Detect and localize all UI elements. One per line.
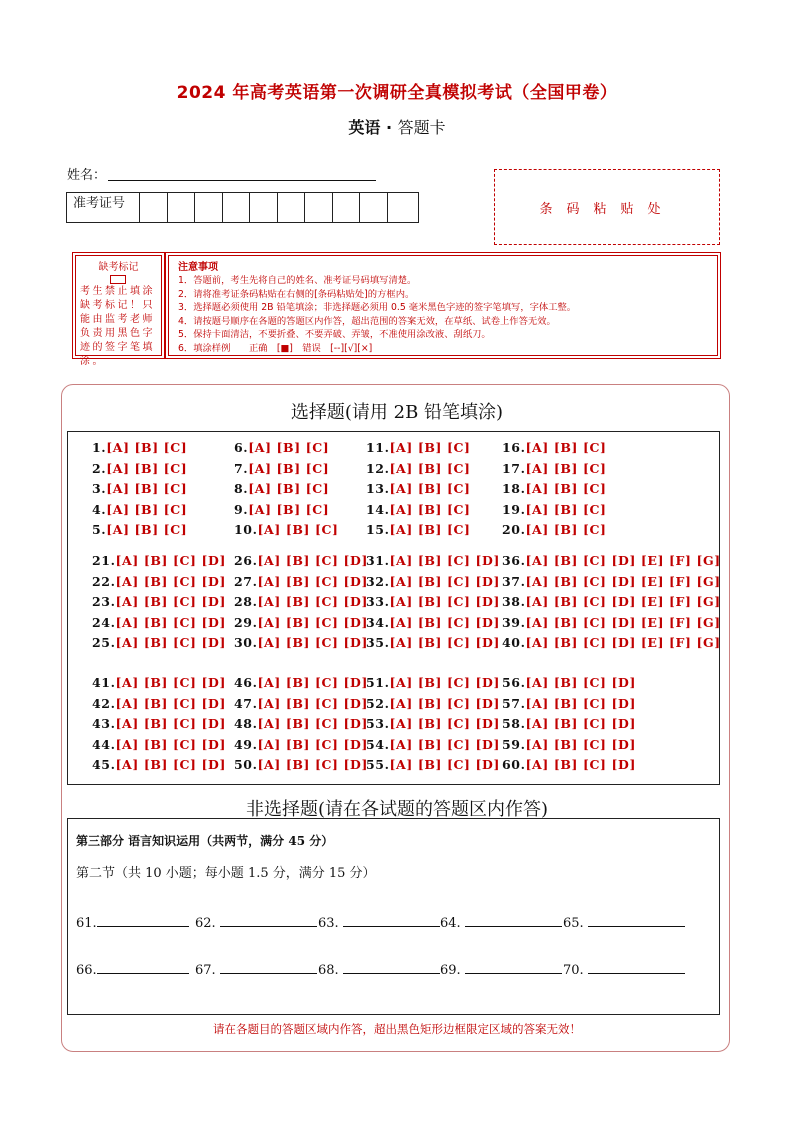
- choice-question[interactable]: [234, 757, 368, 772]
- choice-question[interactable]: [92, 675, 226, 690]
- blank-number: 66.: [76, 963, 97, 978]
- blank-line[interactable]: [343, 961, 440, 974]
- question-number: 56.: [502, 675, 526, 690]
- question-number: 17.: [502, 460, 526, 476]
- answer-options[interactable]: [A] [B] [C]: [389, 522, 471, 538]
- notes-title: 注意事项: [178, 262, 218, 273]
- choice-question[interactable]: [502, 716, 636, 731]
- answer-options[interactable]: [A] [B] [C]: [525, 501, 607, 517]
- choice-question[interactable]: [92, 757, 226, 772]
- answer-options[interactable]: [A] [B] [C] [D]: [115, 736, 226, 752]
- answer-options[interactable]: [A] [B] [C]: [525, 440, 607, 455]
- choice-question[interactable]: [502, 481, 607, 496]
- answer-options[interactable]: [A] [B] [C]: [389, 460, 471, 476]
- answer-options[interactable]: [A] [B] [C]: [525, 481, 607, 497]
- question-number: 46.: [234, 675, 258, 690]
- answer-options[interactable]: [A] [B] [C] [D]: [115, 635, 226, 651]
- blank-answer: [440, 961, 562, 978]
- choice-question[interactable]: [234, 716, 368, 731]
- exam-title: 2024 年高考英语第一次调研全真模拟考试（全国甲卷）: [176, 83, 618, 103]
- answer-options[interactable]: [A] [B] [C]: [106, 481, 188, 497]
- choice-question[interactable]: [502, 696, 636, 711]
- question-number: 8.: [234, 481, 249, 497]
- question-number: 38.: [502, 594, 526, 610]
- exam-id-cell[interactable]: [250, 193, 278, 222]
- blank-number: 62.: [195, 916, 216, 931]
- question-number: 14.: [366, 501, 390, 517]
- choice-question[interactable]: [502, 574, 721, 589]
- question-number: 34.: [366, 614, 390, 630]
- choice-question[interactable]: [366, 553, 500, 568]
- exam-id-box: [66, 192, 419, 223]
- name-field[interactable]: [108, 180, 376, 181]
- question-number: 59.: [502, 736, 526, 752]
- question-number: 42.: [92, 695, 116, 711]
- question-number: 47.: [234, 695, 258, 711]
- blank-number: 70.: [563, 963, 584, 978]
- answer-options[interactable]: [A] [B] [C] [D] [E] [F] [G]: [525, 614, 721, 630]
- answer-options[interactable]: [A] [B] [C]: [248, 501, 330, 517]
- exam-id-cell[interactable]: [360, 193, 388, 222]
- exam-id-cell[interactable]: [388, 193, 416, 222]
- exam-id-cell[interactable]: [278, 193, 306, 222]
- barcode-area: [494, 169, 720, 245]
- question-number: 31.: [366, 553, 390, 568]
- question-number: 23.: [92, 594, 116, 610]
- question-number: 7.: [234, 460, 249, 476]
- answer-options[interactable]: [A] [B] [C] [D]: [257, 553, 368, 568]
- choice-question[interactable]: [366, 615, 500, 630]
- answer-options[interactable]: [A] [B] [C] [D]: [525, 695, 636, 711]
- answer-options[interactable]: [A] [B] [C]: [389, 481, 471, 497]
- note-item: 4．请按题号顺序在各题的答题区内作答，超出范围的答案无效，在草纸、试卷上作答无效。: [178, 316, 556, 327]
- answer-options[interactable]: [A] [B] [C]: [106, 522, 188, 538]
- answer-options[interactable]: [A] [B] [C] [D] [E] [F] [G]: [525, 635, 721, 651]
- choice-question[interactable]: [366, 440, 471, 455]
- choice-question[interactable]: [502, 440, 607, 455]
- choice-question[interactable]: [234, 440, 329, 455]
- part3-heading: 第三部分 语言知识运用（共两节，满分 45 分）: [76, 834, 334, 848]
- subject-label: 英语: [348, 118, 381, 137]
- question-number: 13.: [366, 481, 390, 497]
- blank-answer: [76, 961, 189, 978]
- choice-question[interactable]: [92, 574, 226, 589]
- answer-options[interactable]: [A] [B] [C] [D]: [257, 573, 368, 589]
- choice-question[interactable]: [366, 522, 471, 537]
- question-number: 40.: [502, 635, 526, 651]
- exam-id-label: 准考证号: [67, 193, 140, 222]
- answer-options[interactable]: [A] [B] [C] [D]: [389, 695, 500, 711]
- blank-line[interactable]: [465, 961, 562, 974]
- question-number: 15.: [366, 522, 390, 538]
- question-number: 19.: [502, 501, 526, 517]
- question-number: 5.: [92, 522, 107, 538]
- choice-question[interactable]: [234, 737, 368, 752]
- question-number: 16.: [502, 440, 526, 455]
- blank-line[interactable]: [220, 914, 317, 927]
- answer-options[interactable]: [A] [B] [C]: [525, 460, 607, 476]
- answer-options[interactable]: [A] [B] [C] [D]: [389, 716, 500, 732]
- answer-options[interactable]: [A] [B] [C] [D]: [389, 736, 500, 752]
- choice-question[interactable]: [502, 675, 636, 690]
- subtitle-separator: ·: [380, 118, 398, 137]
- answer-options[interactable]: [A] [B] [C] [D]: [257, 757, 368, 773]
- choice-question[interactable]: [366, 675, 500, 690]
- choice-question[interactable]: [366, 635, 500, 650]
- exam-id-cell[interactable]: [195, 193, 223, 222]
- absent-checkbox[interactable]: [110, 275, 126, 284]
- question-number: 35.: [366, 635, 390, 651]
- question-number: 44.: [92, 736, 116, 752]
- choice-question[interactable]: [502, 635, 721, 650]
- answer-options[interactable]: [A] [B] [C] [D]: [257, 695, 368, 711]
- question-number: 6.: [234, 440, 249, 455]
- choice-question[interactable]: [92, 553, 226, 568]
- exam-id-cell[interactable]: [140, 193, 168, 222]
- blank-number: 68.: [318, 963, 339, 978]
- question-number: 50.: [234, 757, 258, 773]
- answer-options[interactable]: [A] [B] [C] [D]: [115, 757, 226, 773]
- nonchoice-heading: 非选择题(请在各试题的答题区内作答): [245, 799, 549, 820]
- exam-id-cell[interactable]: [333, 193, 361, 222]
- blank-line[interactable]: [97, 914, 189, 927]
- question-number: 22.: [92, 573, 116, 589]
- choice-heading: 选择题(请用 2B 铅笔填涂): [290, 402, 504, 423]
- answer-options[interactable]: [A] [B] [C]: [248, 460, 330, 476]
- choice-question[interactable]: [366, 696, 500, 711]
- question-number: 45.: [92, 757, 116, 773]
- blank-line[interactable]: [588, 961, 685, 974]
- blank-line[interactable]: [465, 914, 562, 927]
- note-item: 1．答题前，考生先将自己的姓名、准考证号码填写清楚。: [178, 275, 417, 286]
- question-number: 2.: [92, 460, 107, 476]
- question-number: 11.: [366, 440, 390, 455]
- answer-options[interactable]: [A] [B] [C]: [525, 522, 607, 538]
- blank-answer: [195, 914, 317, 931]
- choice-question[interactable]: [234, 675, 368, 690]
- choice-question[interactable]: [366, 757, 500, 772]
- choice-question[interactable]: [502, 594, 721, 609]
- footer-warning: 请在各题目的答题区域内作答，超出黑色矩形边框限定区域的答案无效！: [213, 1022, 581, 1036]
- question-number: 28.: [234, 594, 258, 610]
- exam-id-cell[interactable]: [223, 193, 251, 222]
- section2-heading: 第二节（共 10 小题；每小题 1.5 分，满分 15 分）: [76, 866, 376, 881]
- blank-number: 63.: [318, 916, 339, 931]
- barcode-label: 条码粘贴处: [539, 201, 675, 217]
- answer-options[interactable]: [A] [B] [C] [D]: [389, 594, 500, 610]
- choice-question[interactable]: [234, 461, 329, 476]
- answer-options[interactable]: [A] [B] [C] [D]: [115, 553, 226, 568]
- answer-options[interactable]: [A] [B] [C] [D]: [525, 716, 636, 732]
- choice-question[interactable]: [92, 461, 187, 476]
- question-number: 26.: [234, 553, 258, 568]
- absent-mark-panel: [72, 252, 165, 367]
- card-subtitle: [0, 115, 794, 138]
- note-item: 5．保持卡面清洁，不要折叠、不要弄破、弄皱，不准使用涂改液、刮纸刀。: [178, 329, 491, 340]
- card-type-label: 答题卡: [397, 118, 446, 137]
- choice-question[interactable]: [92, 594, 226, 609]
- question-number: 55.: [366, 757, 390, 773]
- answer-options[interactable]: [A] [B] [C] [D]: [257, 614, 368, 630]
- name-label: 姓名：: [67, 168, 107, 183]
- question-number: 57.: [502, 695, 526, 711]
- blank-line[interactable]: [343, 914, 440, 927]
- choice-question[interactable]: [234, 553, 368, 568]
- choice-question[interactable]: [234, 696, 368, 711]
- question-number: 32.: [366, 573, 390, 589]
- question-number: 30.: [234, 635, 258, 651]
- question-number: 37.: [502, 573, 526, 589]
- answer-options[interactable]: [A] [B] [C] [D]: [257, 736, 368, 752]
- answer-options[interactable]: [A] [B] [C] [D]: [115, 675, 226, 690]
- question-number: 3.: [92, 481, 107, 497]
- answer-options[interactable]: [A] [B] [C] [D]: [525, 736, 636, 752]
- answer-options[interactable]: [A] [B] [C] [D] [E] [F] [G]: [525, 553, 721, 568]
- answer-options[interactable]: [A] [B] [C] [D]: [115, 573, 226, 589]
- note-item: 3．选择题必须使用 2B 铅笔填涂；非选择题必须用 0.5 毫米黑色字迹的签字笔填写，字体工整。: [178, 302, 577, 313]
- blank-line[interactable]: [220, 961, 317, 974]
- answer-options[interactable]: [A] [B] [C] [D]: [257, 675, 368, 690]
- blank-line[interactable]: [588, 914, 685, 927]
- choice-question[interactable]: [92, 737, 226, 752]
- note-item: 2．请将准考证条码粘贴在右侧的[条码粘贴处]的方框内。: [178, 289, 415, 300]
- answer-options[interactable]: [A] [B] [C]: [389, 501, 471, 517]
- blank-answer: [318, 914, 440, 931]
- choice-question[interactable]: [502, 757, 636, 772]
- answer-options[interactable]: [A] [B] [C]: [389, 440, 471, 455]
- choice-question[interactable]: [366, 594, 500, 609]
- choice-question[interactable]: [366, 502, 471, 517]
- question-number: 12.: [366, 460, 390, 476]
- blank-line[interactable]: [97, 961, 189, 974]
- answer-options[interactable]: [A] [B] [C]: [106, 460, 188, 476]
- question-number: 4.: [92, 501, 107, 517]
- answer-options[interactable]: [A] [B] [C] [D]: [115, 695, 226, 711]
- answer-options[interactable]: [A] [B] [C]: [257, 522, 339, 538]
- question-number: 9.: [234, 501, 249, 517]
- absent-instructions: 考生禁止填涂缺考标记！只能由监考老师负责用黑色字迹的签字笔填涂。: [80, 286, 155, 367]
- choice-question[interactable]: [234, 594, 368, 609]
- answer-options[interactable]: [A] [B] [C] [D]: [257, 716, 368, 732]
- question-number: 36.: [502, 553, 526, 568]
- question-number: 29.: [234, 614, 258, 630]
- choice-question[interactable]: [92, 615, 226, 630]
- answer-options[interactable]: [A] [B] [C] [D]: [257, 635, 368, 651]
- choice-question[interactable]: [366, 574, 500, 589]
- choice-question[interactable]: [92, 440, 187, 455]
- exam-id-cell[interactable]: [305, 193, 333, 222]
- question-number: 18.: [502, 481, 526, 497]
- question-number: 20.: [502, 522, 526, 538]
- choice-question[interactable]: [92, 635, 226, 650]
- question-number: 41.: [92, 675, 116, 690]
- choice-question[interactable]: [92, 716, 226, 731]
- question-number: 43.: [92, 716, 116, 732]
- choice-question[interactable]: [234, 522, 339, 537]
- choice-question[interactable]: [92, 502, 187, 517]
- choice-question[interactable]: [92, 696, 226, 711]
- choice-question[interactable]: [502, 461, 607, 476]
- blank-answer: [563, 961, 685, 978]
- choice-question[interactable]: [502, 522, 607, 537]
- answer-options[interactable]: [A] [B] [C] [D]: [115, 716, 226, 732]
- question-number: 1.: [92, 440, 107, 455]
- blank-number: 69.: [440, 963, 461, 978]
- choice-question[interactable]: [234, 502, 329, 517]
- answer-options[interactable]: [A] [B] [C] [D]: [115, 614, 226, 630]
- blank-number: 65.: [563, 916, 584, 931]
- choice-question[interactable]: [234, 615, 368, 630]
- exam-id-cell[interactable]: [168, 193, 196, 222]
- question-number: 58.: [502, 716, 526, 732]
- answer-options[interactable]: [A] [B] [C]: [106, 501, 188, 517]
- choice-question[interactable]: [366, 737, 500, 752]
- question-number: 24.: [92, 614, 116, 630]
- question-number: 39.: [502, 614, 526, 630]
- answer-options[interactable]: [A] [B] [C] [D]: [389, 635, 500, 651]
- blank-answer: [76, 914, 189, 931]
- answer-options[interactable]: [A] [B] [C] [D] [E] [F] [G]: [525, 594, 721, 610]
- answer-options[interactable]: [A] [B] [C] [D] [E] [F] [G]: [525, 573, 721, 589]
- choice-question[interactable]: [92, 522, 187, 537]
- answer-options[interactable]: [A] [B] [C] [D]: [115, 594, 226, 610]
- choice-question[interactable]: [502, 502, 607, 517]
- choice-question[interactable]: [366, 481, 471, 496]
- choice-question[interactable]: [502, 553, 721, 568]
- choice-question[interactable]: [234, 481, 329, 496]
- question-number: 27.: [234, 573, 258, 589]
- question-number: 51.: [366, 675, 390, 690]
- question-number: 33.: [366, 594, 390, 610]
- choice-question[interactable]: [502, 615, 721, 630]
- answer-options[interactable]: [A] [B] [C] [D]: [389, 614, 500, 630]
- choice-question[interactable]: [234, 574, 368, 589]
- blank-answer: [318, 961, 440, 978]
- absent-title: 缺考标记: [98, 262, 139, 273]
- answer-options[interactable]: [A] [B] [C] [D]: [525, 675, 636, 690]
- answer-options[interactable]: [A] [B] [C] [D]: [389, 757, 500, 773]
- choice-question[interactable]: [92, 481, 187, 496]
- blank-number: 64.: [440, 916, 461, 931]
- question-number: 49.: [234, 736, 258, 752]
- choice-question[interactable]: [366, 716, 500, 731]
- question-number: 21.: [92, 553, 116, 568]
- answer-options[interactable]: [A] [B] [C] [D]: [389, 675, 500, 690]
- question-number: 53.: [366, 716, 390, 732]
- blank-answer: [195, 961, 317, 978]
- answer-options[interactable]: [A] [B] [C]: [248, 481, 330, 497]
- question-number: 54.: [366, 736, 390, 752]
- answer-options[interactable]: [A] [B] [C]: [248, 440, 330, 455]
- note-item: 6．填涂样例 正确 [■] 错误 [--][√][×]: [178, 343, 373, 354]
- answer-options[interactable]: [A] [B] [C] [D]: [389, 553, 500, 568]
- question-number: 60.: [502, 757, 526, 773]
- choice-question[interactable]: [366, 461, 471, 476]
- question-number: 48.: [234, 716, 258, 732]
- blank-number: 67.: [195, 963, 216, 978]
- blank-answer: [440, 914, 562, 931]
- choice-question[interactable]: [502, 737, 636, 752]
- answer-options[interactable]: [A] [B] [C] [D]: [389, 573, 500, 589]
- choice-question[interactable]: [234, 635, 368, 650]
- blank-number: 61.: [76, 916, 97, 931]
- question-number: 52.: [366, 695, 390, 711]
- answer-options[interactable]: [A] [B] [C] [D]: [257, 594, 368, 610]
- notes-panel: [165, 252, 721, 359]
- answer-options[interactable]: [A] [B] [C]: [106, 440, 188, 455]
- question-number: 25.: [92, 635, 116, 651]
- question-number: 10.: [234, 522, 258, 538]
- blank-answer: [563, 914, 685, 931]
- answer-options[interactable]: [A] [B] [C] [D]: [525, 757, 636, 773]
